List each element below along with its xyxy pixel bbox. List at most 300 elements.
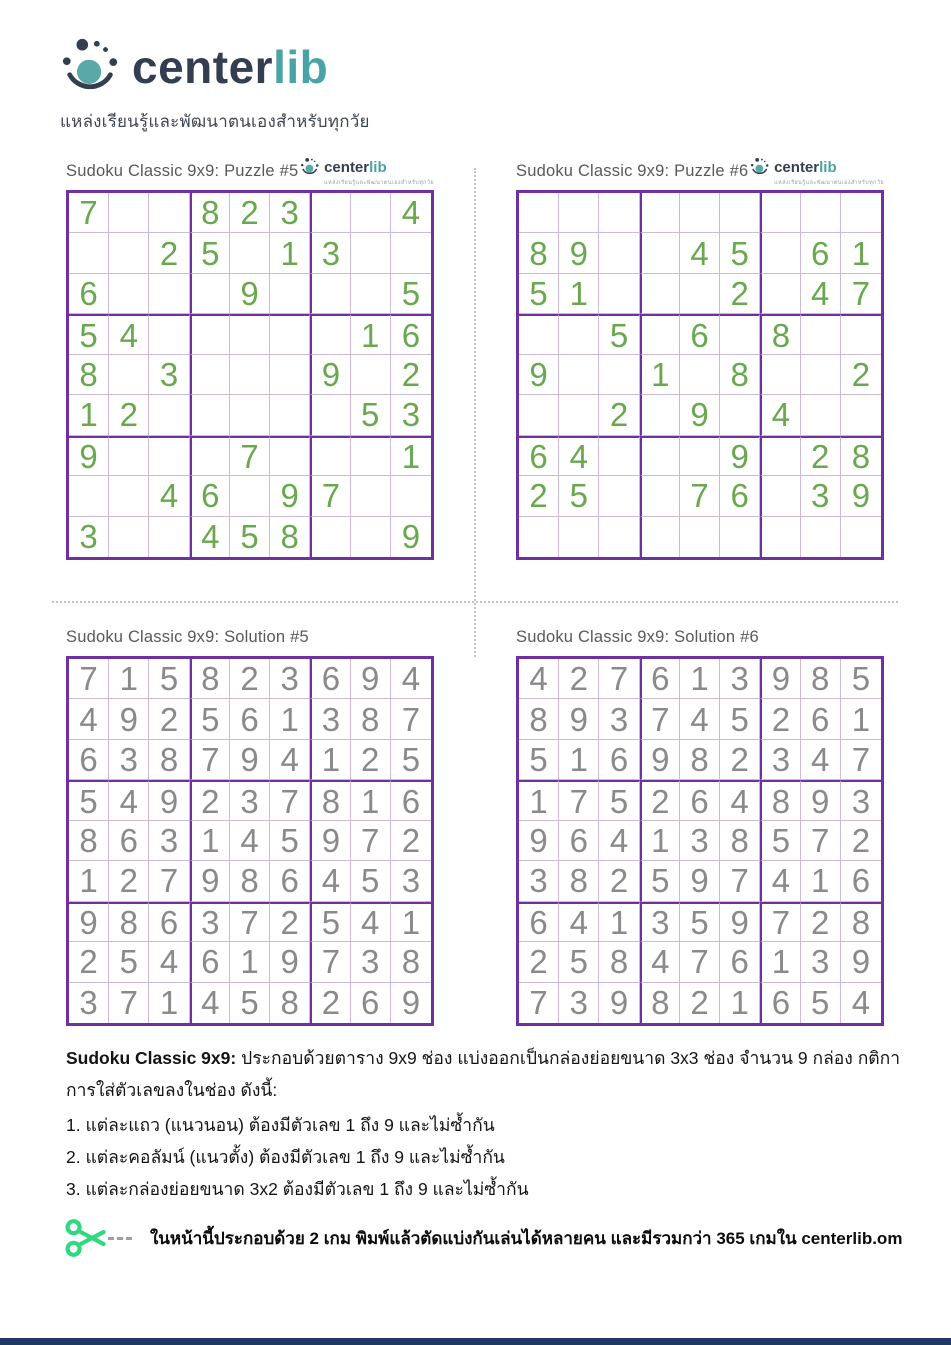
sudoku-cell: 9 [680,395,720,435]
sudoku-cell: 9 [841,476,881,516]
bottom-navy-bar [0,1338,951,1345]
quadrant-solution-5 [66,626,434,1026]
sudoku-cell: 5 [801,983,841,1023]
sudoku-cell: 2 [109,395,149,435]
sudoku-cell: 4 [190,517,230,557]
sudoku-cell: 5 [190,233,230,273]
cut-dashes [108,1237,132,1240]
sudoku-cell: 4 [559,436,599,476]
sudoku-cell [720,314,760,354]
sudoku-cell [599,436,639,476]
sudoku-cell: 7 [149,861,189,901]
sudoku-cell: 9 [149,780,189,820]
sudoku-cell: 1 [391,902,431,942]
sudoku-cell [680,274,720,314]
sudoku-cell: 1 [720,983,760,1023]
mini-logo-tagline: แหล่งเรียนรู้และพัฒนาตนเองสำหรับทุกวัย [774,180,884,186]
sudoku-cell: 5 [391,740,431,780]
sudoku-cell: 6 [391,780,431,820]
sudoku-cell [559,314,599,354]
sudoku-cell: 2 [230,659,270,699]
sudoku-cell: 8 [270,983,310,1023]
sudoku-cell: 2 [149,233,189,273]
sudoku-cell: 4 [391,659,431,699]
sudoku-cell [599,517,639,557]
sudoku-cell: 5 [270,821,310,861]
sudoku-cell: 9 [310,355,350,395]
sudoku-cell [109,233,149,273]
sudoku-cell: 6 [720,476,760,516]
sudoku-cell [599,476,639,516]
sudoku-cell [230,395,270,435]
sudoku-cell: 1 [640,355,680,395]
sudoku-cell: 4 [310,861,350,901]
sudoku-cell: 2 [720,740,760,780]
sudoku-cell [149,274,189,314]
sudoku-cell: 1 [351,314,391,354]
sudoku-cell: 8 [310,780,350,820]
sudoku-cell: 7 [310,476,350,516]
sudoku-cell [270,274,310,314]
sudoku-cell: 8 [519,233,559,273]
sudoku-cell [149,193,189,233]
sudoku-cell [109,517,149,557]
sudoku-cell: 4 [640,942,680,982]
sudoku-cell: 2 [310,983,350,1023]
footer-cutline [64,1214,904,1262]
sudoku-cell: 7 [69,659,109,699]
sudoku-cell [599,193,639,233]
mini-logo-row [300,157,387,177]
sudoku-cell: 7 [230,436,270,476]
sudoku-cell: 6 [519,436,559,476]
sudoku-cell [640,274,680,314]
sudoku-cell: 1 [230,942,270,982]
sudoku-cell [801,355,841,395]
sudoku-cell: 7 [559,780,599,820]
sudoku-cell: 9 [230,274,270,314]
puzzle5-title: Sudoku Classic 9x9: Puzzle #5 [66,162,299,180]
sudoku-cell: 8 [190,659,230,699]
sudoku-cell: 3 [69,983,109,1023]
sudoku-cell [599,355,639,395]
quadrant-puzzle-5 [66,160,434,560]
sudoku-cell: 5 [559,942,599,982]
sudoku-cell [230,476,270,516]
sudoku-cell: 6 [149,902,189,942]
solution5-grid [66,656,434,1026]
sudoku-cell [310,314,350,354]
sudoku-cell: 2 [190,780,230,820]
sudoku-cell [149,436,189,476]
sudoku-cell [351,476,391,516]
sudoku-cell [841,517,881,557]
sudoku-cell: 5 [69,314,109,354]
rules-lead: Sudoku Classic 9x9: [66,1048,237,1068]
quadrant-solution-6 [516,626,884,1026]
sudoku-cell: 5 [310,902,350,942]
sudoku-cell: 3 [559,983,599,1023]
sudoku-cell [559,395,599,435]
sudoku-cell: 2 [391,355,431,395]
sudoku-cell: 5 [69,780,109,820]
sudoku-cell [190,395,230,435]
sudoku-cell: 1 [69,861,109,901]
sudoku-cell: 7 [599,659,639,699]
puzzle6-grid [516,190,884,560]
sudoku-cell: 5 [190,699,230,739]
sudoku-cell: 7 [351,821,391,861]
sudoku-cell: 5 [599,314,639,354]
sudoku-cell: 6 [391,314,431,354]
sudoku-cell: 8 [69,821,109,861]
sudoku-cell: 9 [270,942,310,982]
sudoku-cell: 6 [109,821,149,861]
sudoku-cell: 6 [310,659,350,699]
sudoku-cell: 1 [310,740,350,780]
scissors-icon [64,1214,112,1262]
footer-note: ในหน้านี้ประกอบด้วย 2 เกม พิมพ์แล้วตัดแบ่งกันเล่นได้หลายคน และมีรวมกว่า 365 เกมใน centerlib.om [150,1228,903,1248]
sudoku-cell: 3 [310,233,350,273]
sudoku-cell: 6 [69,274,109,314]
sudoku-cell: 6 [190,942,230,982]
sudoku-cell [109,355,149,395]
sudoku-cell: 3 [69,517,109,557]
sudoku-cell: 7 [109,983,149,1023]
sudoku-cell [519,395,559,435]
sudoku-cell: 9 [841,942,881,982]
sudoku-cell: 4 [801,740,841,780]
sudoku-cell: 9 [599,983,639,1023]
sudoku-cell: 4 [851,984,871,1022]
sudoku-cell: 1 [149,983,189,1023]
sudoku-cell [640,476,680,516]
sudoku-cell [69,476,109,516]
mini-wordmark: centerlib [324,158,387,176]
sudoku-cell: 3 [801,476,841,516]
sudoku-cell: 8 [230,861,270,901]
sudoku-cell: 5 [230,517,270,557]
rule-item-2: 2. แต่ละคอลัมน์ (แนวตั้ง) ต้องมีตัวเลข 1 ถึง 9 และไม่ซ้ำกัน [66,1147,505,1167]
sudoku-cell: 9 [801,780,841,820]
rule-item-3: 3. แต่ละกล่องย่อยขนาด 3x2 ต้องมีตัวเลข 1 ถึง 9 และไม่ซ้ำกัน [66,1179,529,1199]
sudoku-cell: 3 [190,902,230,942]
sudoku-cell: 2 [841,821,881,861]
sudoku-cell: 8 [391,942,431,982]
solution5-title: Sudoku Classic 9x9: Solution #5 [66,628,309,646]
sudoku-cell: 8 [680,740,720,780]
sudoku-cell: 8 [760,314,800,354]
sudoku-cell: 1 [640,821,680,861]
sudoku-cell: 3 [270,659,310,699]
sudoku-cell: 4 [720,780,760,820]
sudoku-cell: 5 [391,274,431,314]
sudoku-cell: 8 [760,780,800,820]
rule-item-1: 1. แต่ละแถว (แนวนอน) ต้องมีตัวเลข 1 ถึง 9 และไม่ซ้ำกัน [66,1115,495,1135]
sudoku-cell: 2 [801,902,841,942]
rules-section [66,1042,902,1205]
sudoku-cell: 3 [760,740,800,780]
sudoku-cell: 5 [351,861,391,901]
sudoku-cell: 2 [760,699,800,739]
sudoku-cell: 9 [720,436,760,476]
sudoku-cell: 6 [230,699,270,739]
horizontal-dotted-divider [52,601,898,603]
sudoku-cell: 5 [149,659,189,699]
sudoku-cell: 3 [351,942,391,982]
sudoku-cell: 9 [519,821,559,861]
mini-logo-tagline: แหล่งเรียนรู้และพัฒนาตนเองสำหรับทุกวัย [324,180,434,186]
sudoku-cell: 6 [559,821,599,861]
sudoku-cell [310,274,350,314]
sudoku-cell: 7 [841,274,881,314]
sudoku-cell [559,517,599,557]
sudoku-cell: 9 [190,861,230,901]
sudoku-cell: 8 [720,355,760,395]
centerlib-mini-logo [750,157,884,187]
sudoku-cell [841,395,881,435]
sudoku-cell: 8 [109,902,149,942]
sudoku-cell: 9 [401,518,421,556]
sudoku-cell: 4 [190,983,230,1023]
sudoku-cell: 6 [841,861,881,901]
sudoku-cell [351,436,391,476]
sudoku-cell [599,274,639,314]
sudoku-cell [270,355,310,395]
sudoku-cell: 5 [559,476,599,516]
sudoku-cell: 5 [519,740,559,780]
sudoku-cell: 9 [559,233,599,273]
sudoku-cell [190,274,230,314]
header [60,36,370,135]
sudoku-cell: 1 [801,861,841,901]
solution6-title: Sudoku Classic 9x9: Solution #6 [516,628,759,646]
sudoku-cell: 1 [351,780,391,820]
sudoku-cell: 4 [69,699,109,739]
quadrant-puzzle-6 [516,160,884,560]
sudoku-cell [640,193,680,233]
sudoku-cell: 2 [109,861,149,901]
sudoku-cell [109,193,149,233]
sudoku-cell [270,395,310,435]
sudoku-cell [351,517,391,557]
rules-intro [66,1042,902,1106]
centerlib-logo-icon [60,36,122,98]
mini-wordmark: centerlib [774,158,837,176]
sudoku-cell: 9 [680,861,720,901]
sudoku-cell: 5 [640,861,680,901]
sudoku-cell [720,395,760,435]
sudoku-cell: 5 [351,395,391,435]
sudoku-cell [391,233,431,273]
sudoku-cell: 5 [230,983,270,1023]
sudoku-cell: 1 [109,659,149,699]
sudoku-cell: 1 [559,740,599,780]
sudoku-cell [230,233,270,273]
sudoku-cell: 1 [270,699,310,739]
sudoku-cell [351,274,391,314]
solution6-header [516,626,884,654]
sudoku-cell: 2 [519,476,559,516]
sudoku-cell [310,395,350,435]
sudoku-cell: 3 [310,699,350,739]
sudoku-cell: 7 [519,983,559,1023]
puzzle5-header [66,160,434,188]
sudoku-cell [680,355,720,395]
sudoku-cell: 1 [680,659,720,699]
wordmark-lib: lib [273,41,329,93]
puzzle6-title: Sudoku Classic 9x9: Puzzle #6 [516,162,749,180]
sudoku-cell: 9 [69,436,109,476]
sudoku-cell: 3 [230,780,270,820]
sudoku-cell: 1 [519,780,559,820]
sudoku-cell: 3 [801,942,841,982]
sudoku-cell: 7 [760,902,800,942]
sudoku-cell: 7 [801,821,841,861]
sudoku-cell: 2 [801,436,841,476]
sudoku-cell: 9 [310,821,350,861]
sudoku-cell [310,436,350,476]
sudoku-cell: 3 [149,821,189,861]
sudoku-cell [680,436,720,476]
sudoku-cell: 8 [841,902,881,942]
sudoku-cell [760,355,800,395]
solution5-header [66,626,434,654]
sudoku-cell: 8 [720,821,760,861]
sudoku-cell [801,517,841,557]
sudoku-cell: 5 [720,699,760,739]
sudoku-cell: 5 [720,233,760,273]
sudoku-cell: 4 [559,902,599,942]
sudoku-cell: 6 [801,233,841,273]
sudoku-cell [519,193,559,233]
sudoku-cell [680,517,720,557]
sudoku-cell: 8 [801,659,841,699]
sudoku-cell: 1 [270,233,310,273]
sudoku-cell: 6 [190,476,230,516]
sudoku-cell [599,233,639,273]
sudoku-cell: 2 [640,780,680,820]
sudoku-cell: 8 [841,436,881,476]
sudoku-cell: 6 [69,740,109,780]
sudoku-cell [351,355,391,395]
solution6-grid [516,656,884,1026]
sudoku-cell: 7 [841,740,881,780]
sudoku-cell [801,314,841,354]
sudoku-cell [760,517,800,557]
sudoku-cell: 1 [559,274,599,314]
sudoku-cell [190,355,230,395]
sudoku-cell: 4 [801,274,841,314]
sudoku-cell: 6 [351,983,391,1023]
sudoku-cell [351,233,391,273]
sudoku-cell [310,517,350,557]
centerlib-mini-logo [300,157,434,187]
sudoku-cell [149,517,189,557]
sudoku-cell [640,517,680,557]
sudoku-cell: 1 [599,902,639,942]
sudoku-cell: 4 [599,821,639,861]
sudoku-cell: 4 [760,395,800,435]
sudoku-cell: 3 [270,193,310,233]
sudoku-cell: 7 [69,193,109,233]
centerlib-logo-icon [750,157,770,177]
sudoku-cell: 8 [190,193,230,233]
sudoku-cell: 3 [841,780,881,820]
sudoku-cell [760,476,800,516]
sudoku-cell [391,476,431,516]
sudoku-cell: 8 [69,355,109,395]
sudoku-cell: 4 [391,193,431,233]
sudoku-cell: 4 [680,699,720,739]
sudoku-cell [640,395,680,435]
sudoku-cell: 3 [720,659,760,699]
sudoku-cell: 2 [841,355,881,395]
sudoku-cell: 1 [760,942,800,982]
sudoku-cell: 5 [680,902,720,942]
sudoku-cell: 8 [599,942,639,982]
sudoku-cell: 4 [351,902,391,942]
sudoku-cell [801,193,841,233]
sudoku-cell: 9 [720,902,760,942]
sudoku-cell: 5 [519,274,559,314]
sudoku-cell [190,436,230,476]
sudoku-cell: 4 [230,821,270,861]
sudoku-cell: 6 [760,983,800,1023]
sudoku-cell [149,314,189,354]
sudoku-cell: 2 [599,395,639,435]
sudoku-cell: 4 [149,476,189,516]
sudoku-cell: 5 [109,942,149,982]
sudoku-cell [760,193,800,233]
sudoku-cell [190,314,230,354]
sudoku-cell: 9 [230,740,270,780]
sudoku-cell: 3 [391,395,431,435]
sudoku-cell: 1 [391,436,431,476]
sudoku-cell [109,476,149,516]
sudoku-cell: 3 [519,861,559,901]
sudoku-cell [519,517,559,557]
sudoku-cell: 6 [599,740,639,780]
sudoku-cell: 2 [351,740,391,780]
wordmark-center: center [132,41,274,93]
sudoku-cell: 7 [640,699,680,739]
sudoku-cell: 9 [519,355,559,395]
sudoku-cell: 4 [270,740,310,780]
sudoku-cell: 8 [270,517,310,557]
sudoku-cell: 7 [680,942,720,982]
sudoku-cell: 5 [760,821,800,861]
sudoku-cell: 2 [391,821,431,861]
sudoku-cell [801,395,841,435]
sudoku-cell [230,355,270,395]
sudoku-cell: 3 [640,902,680,942]
sudoku-cell: 4 [109,780,149,820]
sudoku-cell: 2 [680,983,720,1023]
sudoku-cell [270,314,310,354]
sudoku-cell: 9 [640,740,680,780]
sudoku-cell [230,314,270,354]
sudoku-cell: 8 [559,861,599,901]
sudoku-cell: 9 [109,699,149,739]
sudoku-cell: 4 [680,233,720,273]
sudoku-cell: 7 [270,780,310,820]
sudoku-cell: 2 [230,193,270,233]
sudoku-cell: 9 [760,659,800,699]
sudoku-cell: 2 [559,659,599,699]
sudoku-cell: 9 [401,984,421,1022]
sudoku-cell [760,436,800,476]
